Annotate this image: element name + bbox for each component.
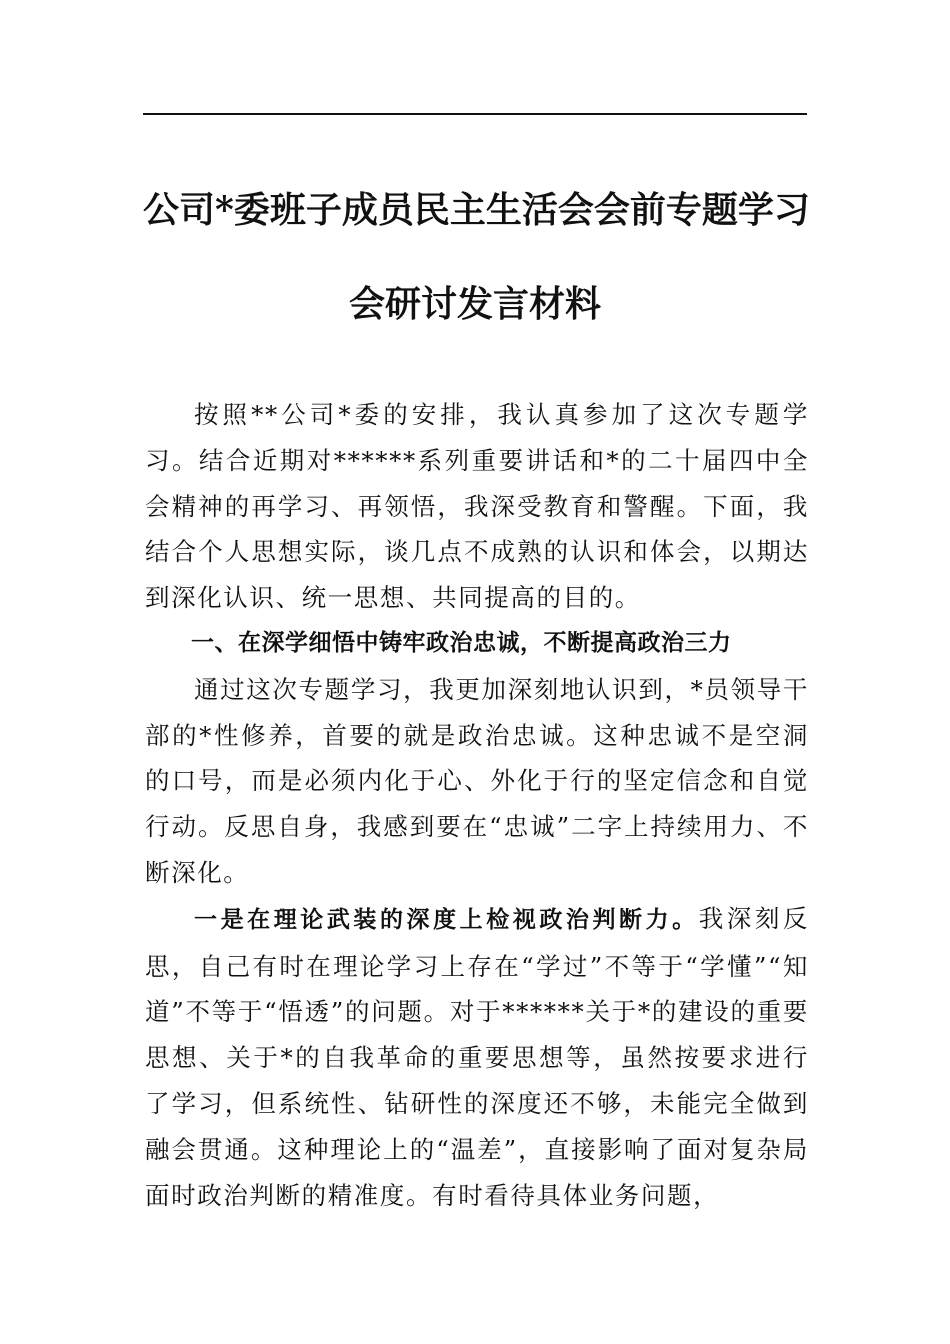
document-body [145,392,809,1218]
header-rule [143,113,807,115]
point-1-text: 我深刻反思，自己有时在理论学习上存在“学过”不等于“学懂”“知道”不等于“悟透”的问题。对于******关于*的建设的重要思想、关于*的自我革命的重要思想等，虽然按要求进行了学习，但系统性、钻研性的深度还不够，未能完全做到融会贯通。这种理论上的“温差”，直接影响了面对复杂局面时政治判断的精准度。有时看待具体业务问题， [145,903,809,1210]
title-line-1: 公司*委班子成员民主生活会会前专题学习 [143,189,810,231]
point-1-lead: 一是在理论武装的深度上检视政治判断力。 [194,906,699,933]
section-heading-1: 一、在深学细悟中铸牢政治忠诚，不断提高政治三力 [191,629,732,656]
title-line-2: 会研讨发言材料 [348,283,601,325]
paragraph-point-1 [145,896,809,1219]
paragraph-intro: 按照**公司*委的安排，我认真参加了这次专题学习。结合近期对******系列重要讲话和*的二十届四中全会精神的再学习、再领悟，我深受教育和警醒。下面，我结合个人思想实际，谈几点不成熟的认识和体会，以期达到深化认识、统一思想、共同提高的目的。 [145,400,809,613]
document-title [143,163,810,351]
paragraph-section-1: 通过这次专题学习，我更加深刻地认识到，*员领导干部的*性修养，首要的就是政治忠诚。这种忠诚不是空洞的口号，而是必须内化于心、外化于行的坚定信念和自觉行动。反思自身，我感到要在“忠诚”二字上持续用力、不断深化。 [145,674,809,887]
